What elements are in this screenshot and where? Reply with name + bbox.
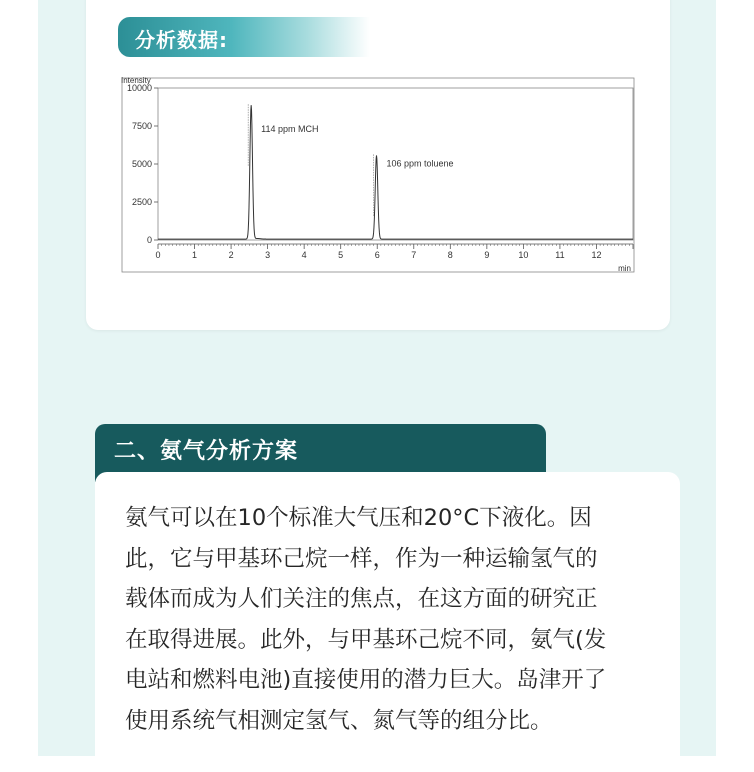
x-tick-label: 6 bbox=[374, 250, 380, 260]
chromatogram-trace bbox=[158, 105, 633, 239]
x-tick-label: 3 bbox=[265, 250, 271, 260]
x-tick-label: 0 bbox=[155, 250, 161, 260]
ammonia-paragraph bbox=[125, 498, 645, 741]
y-tick-label: 0 bbox=[146, 235, 152, 245]
x-tick-label: 5 bbox=[338, 250, 344, 260]
x-tick-label: 9 bbox=[484, 250, 490, 260]
x-tick-label: 10 bbox=[518, 250, 529, 260]
chromatogram-chart bbox=[116, 74, 640, 282]
y-axis-label: Intensity bbox=[121, 76, 151, 85]
peak-annotation: 114 ppm MCH bbox=[261, 124, 319, 135]
y-tick-label: 10000 bbox=[126, 83, 152, 93]
analysis-data-tag bbox=[118, 17, 370, 57]
x-tick-label: 4 bbox=[301, 250, 307, 260]
x-tick-label: 11 bbox=[555, 250, 565, 260]
y-tick-label: 2500 bbox=[131, 197, 152, 207]
x-axis-label: min bbox=[618, 264, 631, 273]
paragraph-line: 氨气可以在10个标准大气压和20°C下液化。因 bbox=[125, 505, 592, 531]
analysis-data-tag-label: 分析数据: bbox=[135, 28, 228, 52]
y-tick-label: 7500 bbox=[131, 121, 152, 131]
paragraph-line: 电站和燃料电池)直接使用的潜力巨大。岛津开了 bbox=[125, 667, 607, 693]
peak-annotation: 106 ppm toluene bbox=[386, 158, 454, 169]
chart-frame bbox=[122, 78, 634, 272]
x-tick-label: 7 bbox=[411, 250, 417, 260]
x-tick-label: 1 bbox=[192, 250, 198, 260]
ammonia-section-title: 二、氨气分析方案 bbox=[114, 439, 299, 464]
chromatogram-svg bbox=[116, 74, 640, 282]
paragraph-line: 载体而成为人们关注的焦点，在这方面的研究正 bbox=[125, 586, 598, 612]
x-tick-label: 12 bbox=[591, 250, 602, 260]
x-tick-label: 8 bbox=[447, 250, 453, 260]
paragraph-line: 此，它与甲基环己烷一样，作为一种运输氢气的 bbox=[125, 545, 598, 572]
x-tick-label: 2 bbox=[228, 250, 234, 260]
y-tick-label: 5000 bbox=[131, 159, 152, 169]
paragraph-line: 使用系统气相测定氢气、氮气等的组分比。 bbox=[125, 707, 553, 734]
paragraph-line: 在取得进展。此外，与甲基环己烷不同，氨气(发 bbox=[125, 626, 607, 653]
